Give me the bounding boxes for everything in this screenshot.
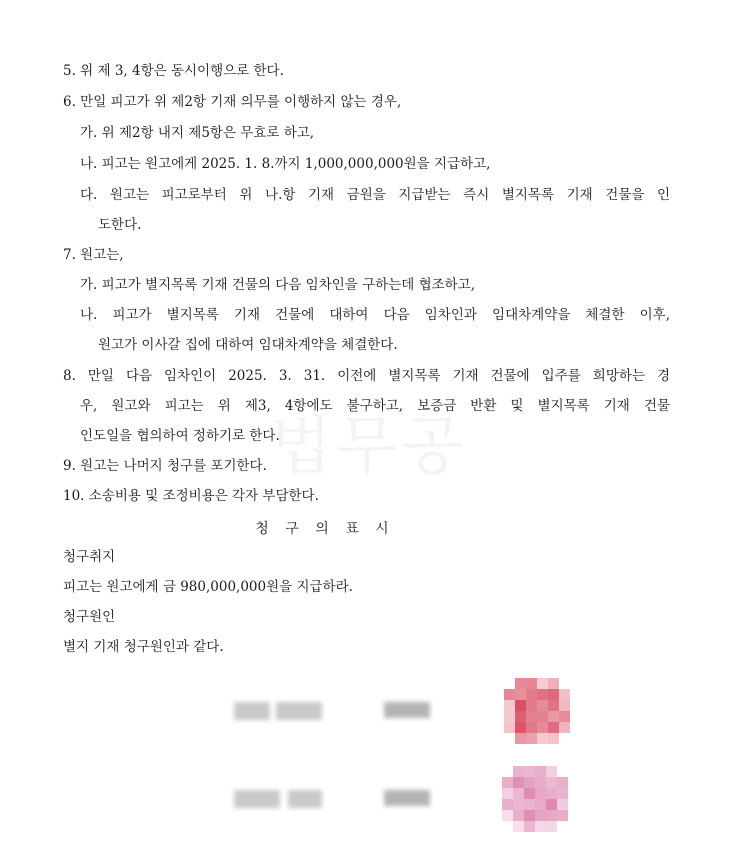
seal-pixel — [502, 788, 513, 799]
claim-purpose-label: 청구취지 — [63, 549, 116, 565]
redacted-name-1b — [276, 702, 322, 720]
seal-pixel — [557, 810, 568, 821]
seal-pixel — [535, 821, 546, 832]
order-item-6-da-cont: 도한다. — [98, 217, 142, 233]
redacted-name-2b — [288, 790, 322, 808]
seal-pixel — [546, 810, 557, 821]
seal-pixel — [557, 788, 568, 799]
seal-pixel — [548, 722, 559, 733]
seal-stamp-1 — [504, 678, 570, 744]
seal-pixel — [548, 689, 559, 700]
seal-pixel — [513, 810, 524, 821]
seal-pixel — [526, 711, 537, 722]
seal-pixel — [504, 711, 515, 722]
order-item-6-da: 다. 원고는 피고로부터 위 나.항 기재 금원을 지급받는 즉시 별지목록 기재 건물을 인 — [80, 187, 670, 203]
seal-pixel — [515, 722, 526, 733]
seal-pixel — [546, 799, 557, 810]
seal-pixel — [515, 711, 526, 722]
seal-pixel — [537, 678, 548, 689]
seal-pixel — [546, 788, 557, 799]
seal-pixel — [546, 821, 557, 832]
order-item-8-cont-1: 우, 원고와 피고는 위 제3, 4항에도 불구하고, 보증금 반환 및 별지목록 기재 건물 — [80, 398, 670, 414]
seal-pixel — [557, 799, 568, 810]
seal-pixel — [548, 700, 559, 711]
claim-purpose-text: 피고는 원고에게 금 980,000,000원을 지급하라. — [63, 579, 353, 595]
order-item-6: 6. 만일 피고가 위 제2항 기재 의무를 이행하지 않는 경우, — [63, 94, 402, 110]
seal-pixel — [537, 689, 548, 700]
seal-pixel — [535, 788, 546, 799]
seal-pixel — [504, 700, 515, 711]
seal-pixel — [515, 733, 526, 744]
seal-pixel — [535, 799, 546, 810]
seal-stamp-2 — [502, 766, 568, 832]
claim-cause-label: 청구원인 — [63, 609, 116, 625]
seal-pixel — [504, 689, 515, 700]
claim-cause-text: 별지 기재 청구원인과 같다. — [63, 639, 224, 655]
order-item-5: 5. 위 제 3, 4항은 동시이행으로 한다. — [63, 63, 284, 79]
seal-pixel — [546, 766, 557, 777]
seal-pixel — [524, 821, 535, 832]
seal-pixel — [513, 777, 524, 788]
seal-pixel — [546, 777, 557, 788]
order-item-6-na: 나. 피고는 원고에게 2025. 1. 8.까지 1,000,000,000원을 지급하고, — [80, 156, 491, 172]
seal-pixel — [524, 810, 535, 821]
seal-pixel — [524, 799, 535, 810]
seal-pixel — [524, 788, 535, 799]
seal-pixel — [515, 678, 526, 689]
seal-pixel — [537, 711, 548, 722]
order-item-7-na: 나. 피고가 별지목록 기재 건물에 대하여 다음 임차인과 임대차계약을 체결한 이후, — [80, 307, 670, 323]
seal-pixel — [535, 810, 546, 821]
seal-pixel — [513, 821, 524, 832]
seal-pixel — [526, 678, 537, 689]
seal-pixel — [515, 700, 526, 711]
claim-heading: 청 구 의 표 시 — [255, 521, 395, 537]
seal-pixel — [548, 678, 559, 689]
seal-pixel — [513, 766, 524, 777]
order-item-8-cont-2: 인도일을 협의하여 정하기로 한다. — [80, 428, 280, 444]
seal-pixel — [513, 788, 524, 799]
seal-pixel — [535, 766, 546, 777]
order-item-6-ga: 가. 위 제2항 내지 제5항은 무효로 하고, — [80, 125, 315, 141]
seal-pixel — [537, 700, 548, 711]
seal-pixel — [524, 766, 535, 777]
redacted-title-1 — [384, 702, 430, 718]
seal-pixel — [526, 700, 537, 711]
order-item-7-na-cont: 원고가 이사갈 집에 대하여 임대차계약을 체결한다. — [98, 337, 398, 353]
seal-pixel — [502, 799, 513, 810]
seal-pixel — [524, 777, 535, 788]
seal-pixel — [513, 799, 524, 810]
redacted-name-1a — [234, 702, 270, 720]
seal-pixel — [526, 722, 537, 733]
seal-pixel — [535, 777, 546, 788]
seal-pixel — [557, 777, 568, 788]
seal-pixel — [504, 722, 515, 733]
order-item-10: 10. 소송비용 및 조정비용은 각자 부담한다. — [63, 488, 319, 504]
redacted-name-2a — [234, 790, 280, 808]
seal-pixel — [515, 689, 526, 700]
seal-pixel — [559, 700, 570, 711]
seal-pixel — [537, 733, 548, 744]
seal-pixel — [502, 810, 513, 821]
seal-pixel — [537, 722, 548, 733]
seal-pixel — [502, 777, 513, 788]
order-item-7: 7. 원고는, — [63, 247, 124, 263]
seal-pixel — [526, 689, 537, 700]
redacted-title-2 — [384, 790, 430, 806]
order-item-8: 8. 만일 다음 임차인이 2025. 3. 31. 이전에 별지목록 기재 건물에 입주를 희망하는 경 — [63, 368, 670, 384]
order-item-7-ga: 가. 피고가 별지목록 기재 건물의 다음 임차인을 구하는데 협조하고, — [80, 277, 476, 293]
seal-pixel — [548, 733, 559, 744]
seal-pixel — [559, 711, 570, 722]
order-item-9: 9. 원고는 나머지 청구를 포기한다. — [63, 458, 267, 474]
seal-pixel — [526, 733, 537, 744]
seal-pixel — [559, 722, 570, 733]
seal-pixel — [559, 689, 570, 700]
seal-pixel — [548, 711, 559, 722]
